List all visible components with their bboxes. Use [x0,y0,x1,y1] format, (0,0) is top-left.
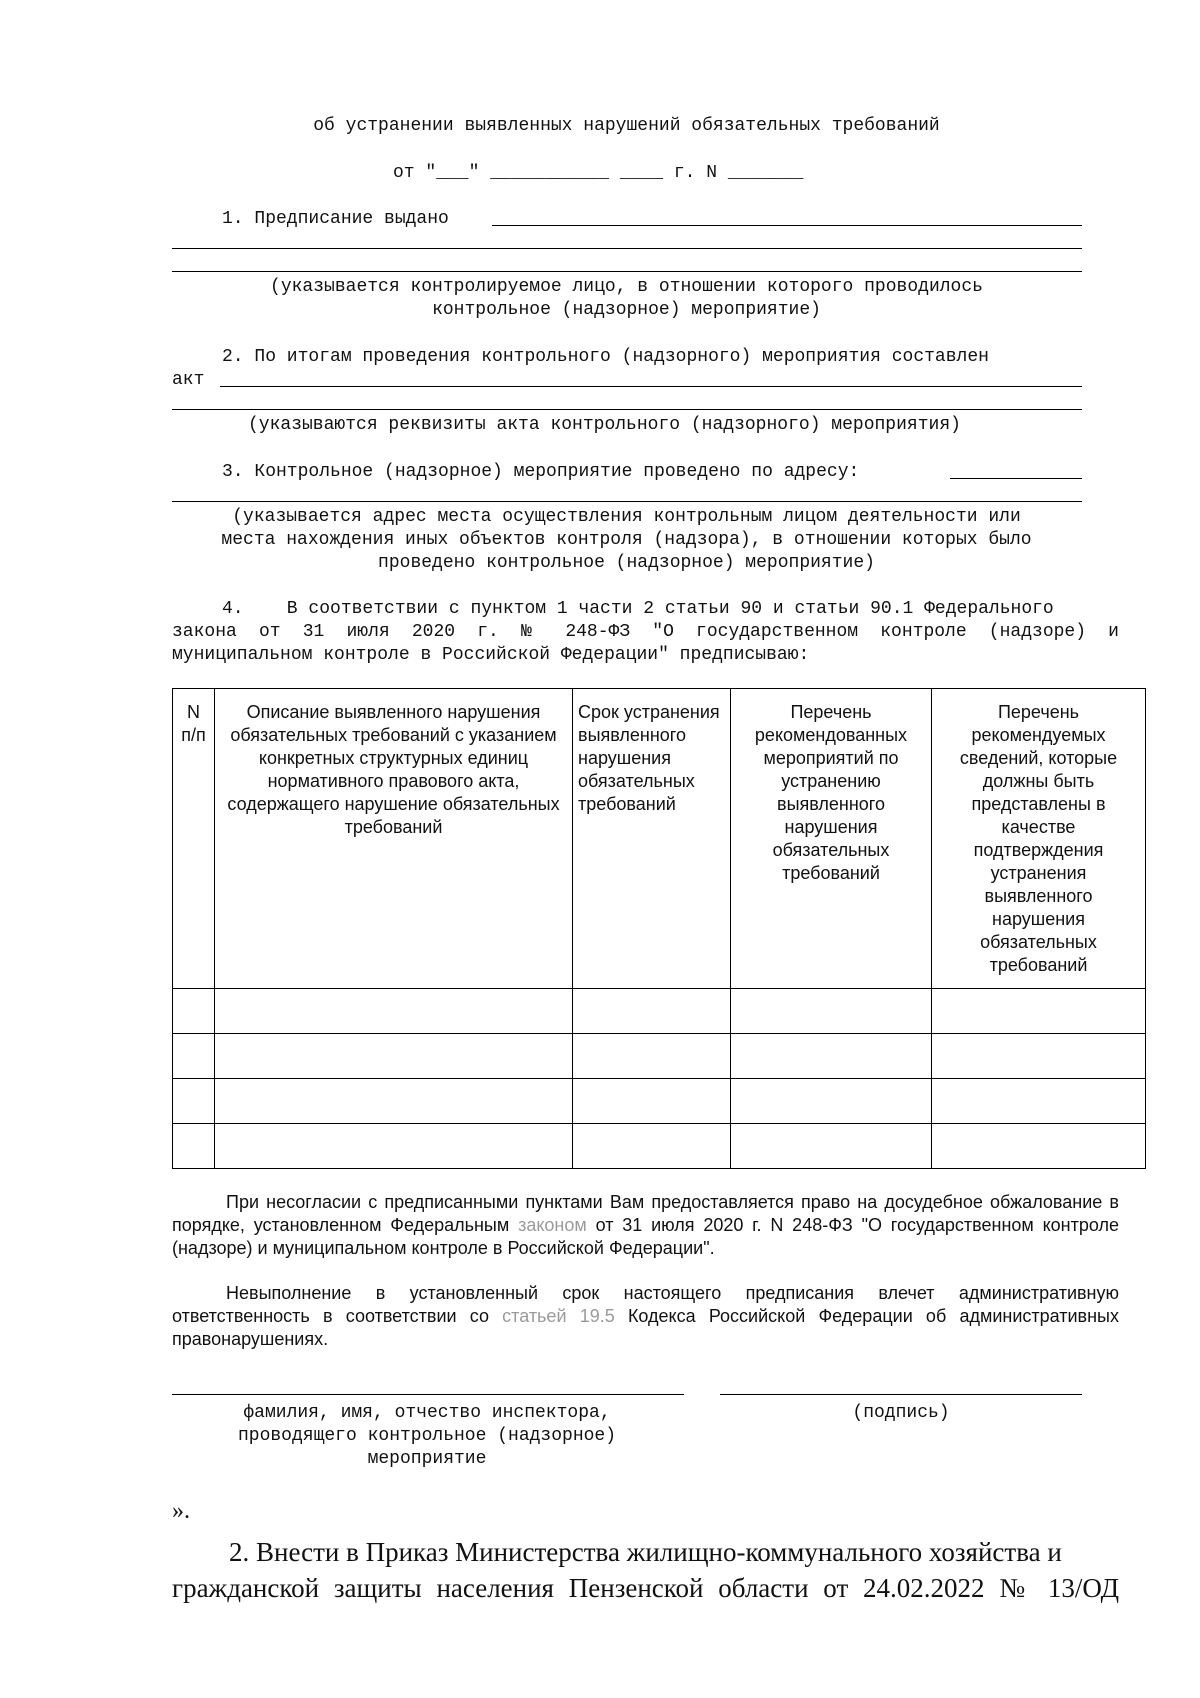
item-3-note-line-1: (указывается адрес места осуществления контрольным лицом деятельности или [232,507,1021,527]
table-cell [731,1034,932,1079]
table-cell [573,1124,731,1169]
document-title: об устранении выявленных нарушений обязательных требований [313,116,940,136]
table-cell [215,1034,573,1079]
item-2-fill-line-2 [172,409,1082,410]
table-cell [573,1034,731,1079]
table-cell [573,1079,731,1124]
item-1-fill-line-2 [172,248,1082,249]
appeal-paragraph [172,1191,1119,1260]
law-link[interactable]: законом [518,1215,587,1235]
document-date-number-line: от "___" ___________ ____ г. N _______ [393,163,804,183]
liability-text-end: Кодекса Российской Федерации об административных правонарушениях. [172,1306,1119,1349]
table-cell [173,1034,215,1079]
header-deadline: Срок устранения выявленного нарушения обязательных требований [573,689,731,989]
liability-paragraph [172,1282,1119,1351]
table-row [173,1079,1146,1124]
table-cell [215,1079,573,1124]
closing-quote: ». [172,1498,190,1524]
item-3-text: 3. Контрольное (надзорное) мероприятие проведено по адресу: [222,462,860,482]
item-2-line-2: акт [172,370,205,390]
item-3-fill-line-2 [172,501,1082,502]
table-cell [215,989,573,1034]
item-3-fill-line [950,478,1082,479]
table-cell [731,1124,932,1169]
header-number: N п/п [173,689,215,989]
item-2-fill-line [220,386,1082,387]
header-confirmation-info: Перечень рекомендуемых сведений, которые должны быть представлены в качестве подтверждения устранения выявленного нарушения обязательных требований [932,689,1146,989]
item-3-note-line-2: места нахождения иных объектов контроля (надзора), в отношении которых было [221,530,1032,550]
table-cell [932,1034,1146,1079]
signature-caption: (подпись) [852,1403,950,1423]
article-link[interactable]: статьей 19.5 [502,1306,615,1326]
liability-text: Невыполнение в установленный срок настоящего предписания влечет административную ответственность в соответствии со [172,1283,1119,1326]
inspector-name-caption-3: мероприятие [367,1449,487,1469]
table-cell [573,989,731,1034]
table-cell [932,1124,1146,1169]
appeal-text-end: от 31 июля 2020 г. N 248-ФЗ "О государственном контроле (надзоре) и муниципальном контроле в Российской Федерации". [172,1215,1120,1258]
item-1-note-line-1: (указывается контролируемое лицо, в отношении которого проводилось [270,277,983,297]
table-row [173,1034,1146,1079]
order-line-2: гражданской защиты населения Пензенской области от 24.02.2022 № 13/ОД [172,1573,1119,1603]
item-4-line-2: закона от 31 июля 2020 г. № 248-ФЗ "О государственном контроле (надзоре) и [172,622,1119,642]
signature-line [720,1394,1082,1395]
table-row [173,1124,1146,1169]
inspector-name-caption-1: фамилия, имя, отчество инспектора, [243,1403,611,1423]
item-1-text: 1. Предписание выдано [222,209,449,229]
inspector-name-line [172,1394,684,1395]
item-1-fill-line-3 [172,271,1082,272]
table-cell [173,989,215,1034]
table-cell [731,989,932,1034]
table-cell [215,1124,573,1169]
table-cell [932,1079,1146,1124]
table-cell [173,1079,215,1124]
table-header-row [173,689,1146,989]
table-cell [173,1124,215,1169]
item-1-note-line-2: контрольное (надзорное) мероприятие) [432,300,821,320]
table-cell [731,1079,932,1124]
item-4-line-3: муниципальном контроле в Российской Федерации" предписываю: [172,645,810,665]
item-2-note: (указываются реквизиты акта контрольного (надзорного) мероприятия) [248,415,961,435]
order-line-1: 2. Внести в Приказ Министерства жилищно-коммунального хозяйства и [229,1537,1062,1567]
header-violation-description: Описание выявленного нарушения обязательных требований с указанием конкретных структурных единиц нормативного правового акта, содержащего нарушение обязательных требований [215,689,573,989]
header-recommended-measures: Перечень рекомендованных мероприятий по устранению выявленного нарушения обязательных требований [731,689,932,989]
inspector-name-caption-2: проводящего контрольное (надзорное) [237,1426,617,1446]
item-1-fill-line [492,225,1082,226]
violations-table [172,688,1146,1169]
item-3-note-line-3: проведено контрольное (надзорное) мероприятие) [378,553,875,573]
appeal-text: При несогласии с предписанными пунктами Вам предоставляется право на досудебное обжалование в порядке, установленном Федеральным [172,1192,1119,1235]
item-4-line-1: 4. В соответствии с пунктом 1 части 2 статьи 90 и статьи 90.1 Федерального [222,599,1054,619]
item-2-line-1: 2. По итогам проведения контрольного (надзорного) мероприятия составлен [222,347,989,367]
table-row [173,989,1146,1034]
table-cell [932,989,1146,1034]
